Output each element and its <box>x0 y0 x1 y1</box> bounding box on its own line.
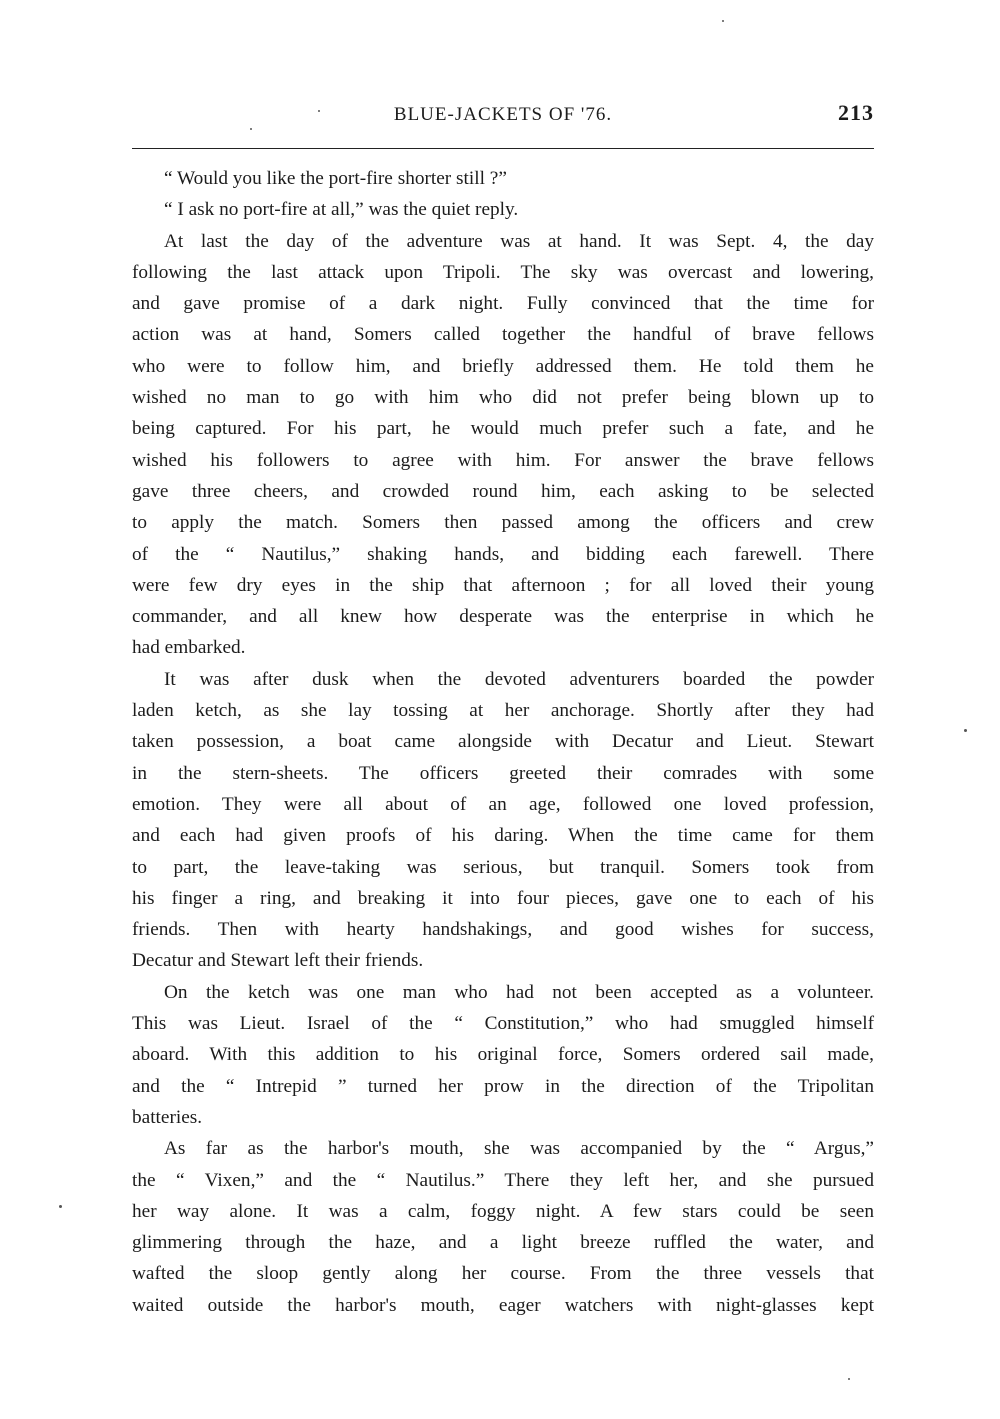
print-speck <box>722 20 724 22</box>
text-line: following the last attack upon Tripoli. The sky was overcast and lowering, <box>132 261 874 283</box>
text-line: waited outside the harbor's mouth, eager watchers with night-glasses kept <box>132 1294 874 1316</box>
text-line: action was at hand, Somers called together the handful of brave fellows <box>132 324 874 346</box>
text-line: who were to follow him, and briefly addressed them. He told them he <box>132 355 874 377</box>
paragraph <box>132 226 874 664</box>
text-line: At last the day of the adventure was at hand. It was Sept. 4, the day <box>164 230 874 252</box>
header-rule <box>132 148 874 149</box>
running-head: BLUE-JACKETS OF '76. <box>393 104 613 125</box>
text-line: This was Lieut. Israel of the “ Constitution,” who had smuggled himself <box>132 1013 874 1035</box>
text-line: Decatur and Stewart left their friends. <box>132 950 424 972</box>
text-line: to part, the leave-taking was serious, but tranquil. Somers took from <box>132 856 874 878</box>
text-line: friends. Then with hearty handshakings, and good wishes for success, <box>132 919 874 941</box>
text-line: wished his followers to agree with him. For answer the brave fellows <box>132 449 874 471</box>
print-speck <box>59 1205 62 1208</box>
text-line: emotion. They were all about of an age, followed one loved profession, <box>132 793 874 815</box>
paragraph <box>132 1133 874 1321</box>
text-line: commander, and all knew how desperate was the enterprise in which he <box>132 606 874 628</box>
paragraph <box>132 163 874 194</box>
print-speck <box>318 110 320 112</box>
text-line: his finger a ring, and breaking it into four pieces, gave one to each of his <box>132 887 874 909</box>
paragraph <box>132 977 874 1133</box>
text-line: On the ketch was one man who had not been accepted as a volunteer. <box>164 981 874 1003</box>
text-line: wished no man to go with him who did not prefer being blown up to <box>132 387 874 409</box>
print-speck <box>848 1378 850 1380</box>
text-line: “ Would you like the port-fire shorter still ?” <box>164 168 507 189</box>
text-line: gave three cheers, and crowded round him, each asking to be selected <box>132 480 874 502</box>
page-header <box>132 96 874 136</box>
text-line: being captured. For his part, he would much prefer such a fate, and he <box>132 418 874 440</box>
print-speck <box>964 729 967 732</box>
text-line: were few dry eyes in the ship that afternoon ; for all loved their young <box>132 574 874 596</box>
text-line: “ I ask no port-fire at all,” was the quiet reply. <box>164 199 519 221</box>
text-line: and gave promise of a dark night. Fully convinced that the time for <box>132 293 874 315</box>
text-line: wafted the sloop gently along her course. From the three vessels that <box>132 1263 874 1285</box>
text-line: the “ Vixen,” and the “ Nautilus.” There they left her, and she pursued <box>132 1169 874 1191</box>
text-line: As far as the harbor's mouth, she was accompanied by the “ Argus,” <box>164 1138 874 1160</box>
page-number: 213 <box>838 100 874 125</box>
body-text <box>132 163 874 1321</box>
text-line: laden ketch, as she lay tossing at her anchorage. Shortly after they had <box>132 700 874 722</box>
text-line: taken possession, a boat came alongside with Decatur and Lieut. Stewart <box>132 731 874 753</box>
text-line: of the “ Nautilus,” shaking hands, and bidding each farewell. There <box>132 543 874 565</box>
text-line: her way alone. It was a calm, foggy night. A few stars could be seen <box>132 1200 874 1222</box>
text-line: had embarked. <box>132 637 246 659</box>
text-line: glimmering through the haze, and a light breeze ruffled the water, and <box>132 1232 874 1254</box>
text-line: It was after dusk when the devoted adventurers boarded the powder <box>164 668 874 690</box>
print-speck <box>250 128 252 130</box>
text-line: to apply the match. Somers then passed among the officers and crew <box>132 512 874 534</box>
text-line: batteries. <box>132 1106 203 1128</box>
text-line: and each had given proofs of his daring. When the time came for them <box>132 825 874 847</box>
text-line: and the “ Intrepid ” turned her prow in the direction of the Tripolitan <box>132 1075 874 1097</box>
paragraph <box>132 664 874 977</box>
text-line: in the stern-sheets. The officers greeted their comrades with some <box>132 762 874 784</box>
text-line: aboard. With this addition to his original force, Somers ordered sail made, <box>132 1044 874 1066</box>
paragraph <box>132 194 874 225</box>
